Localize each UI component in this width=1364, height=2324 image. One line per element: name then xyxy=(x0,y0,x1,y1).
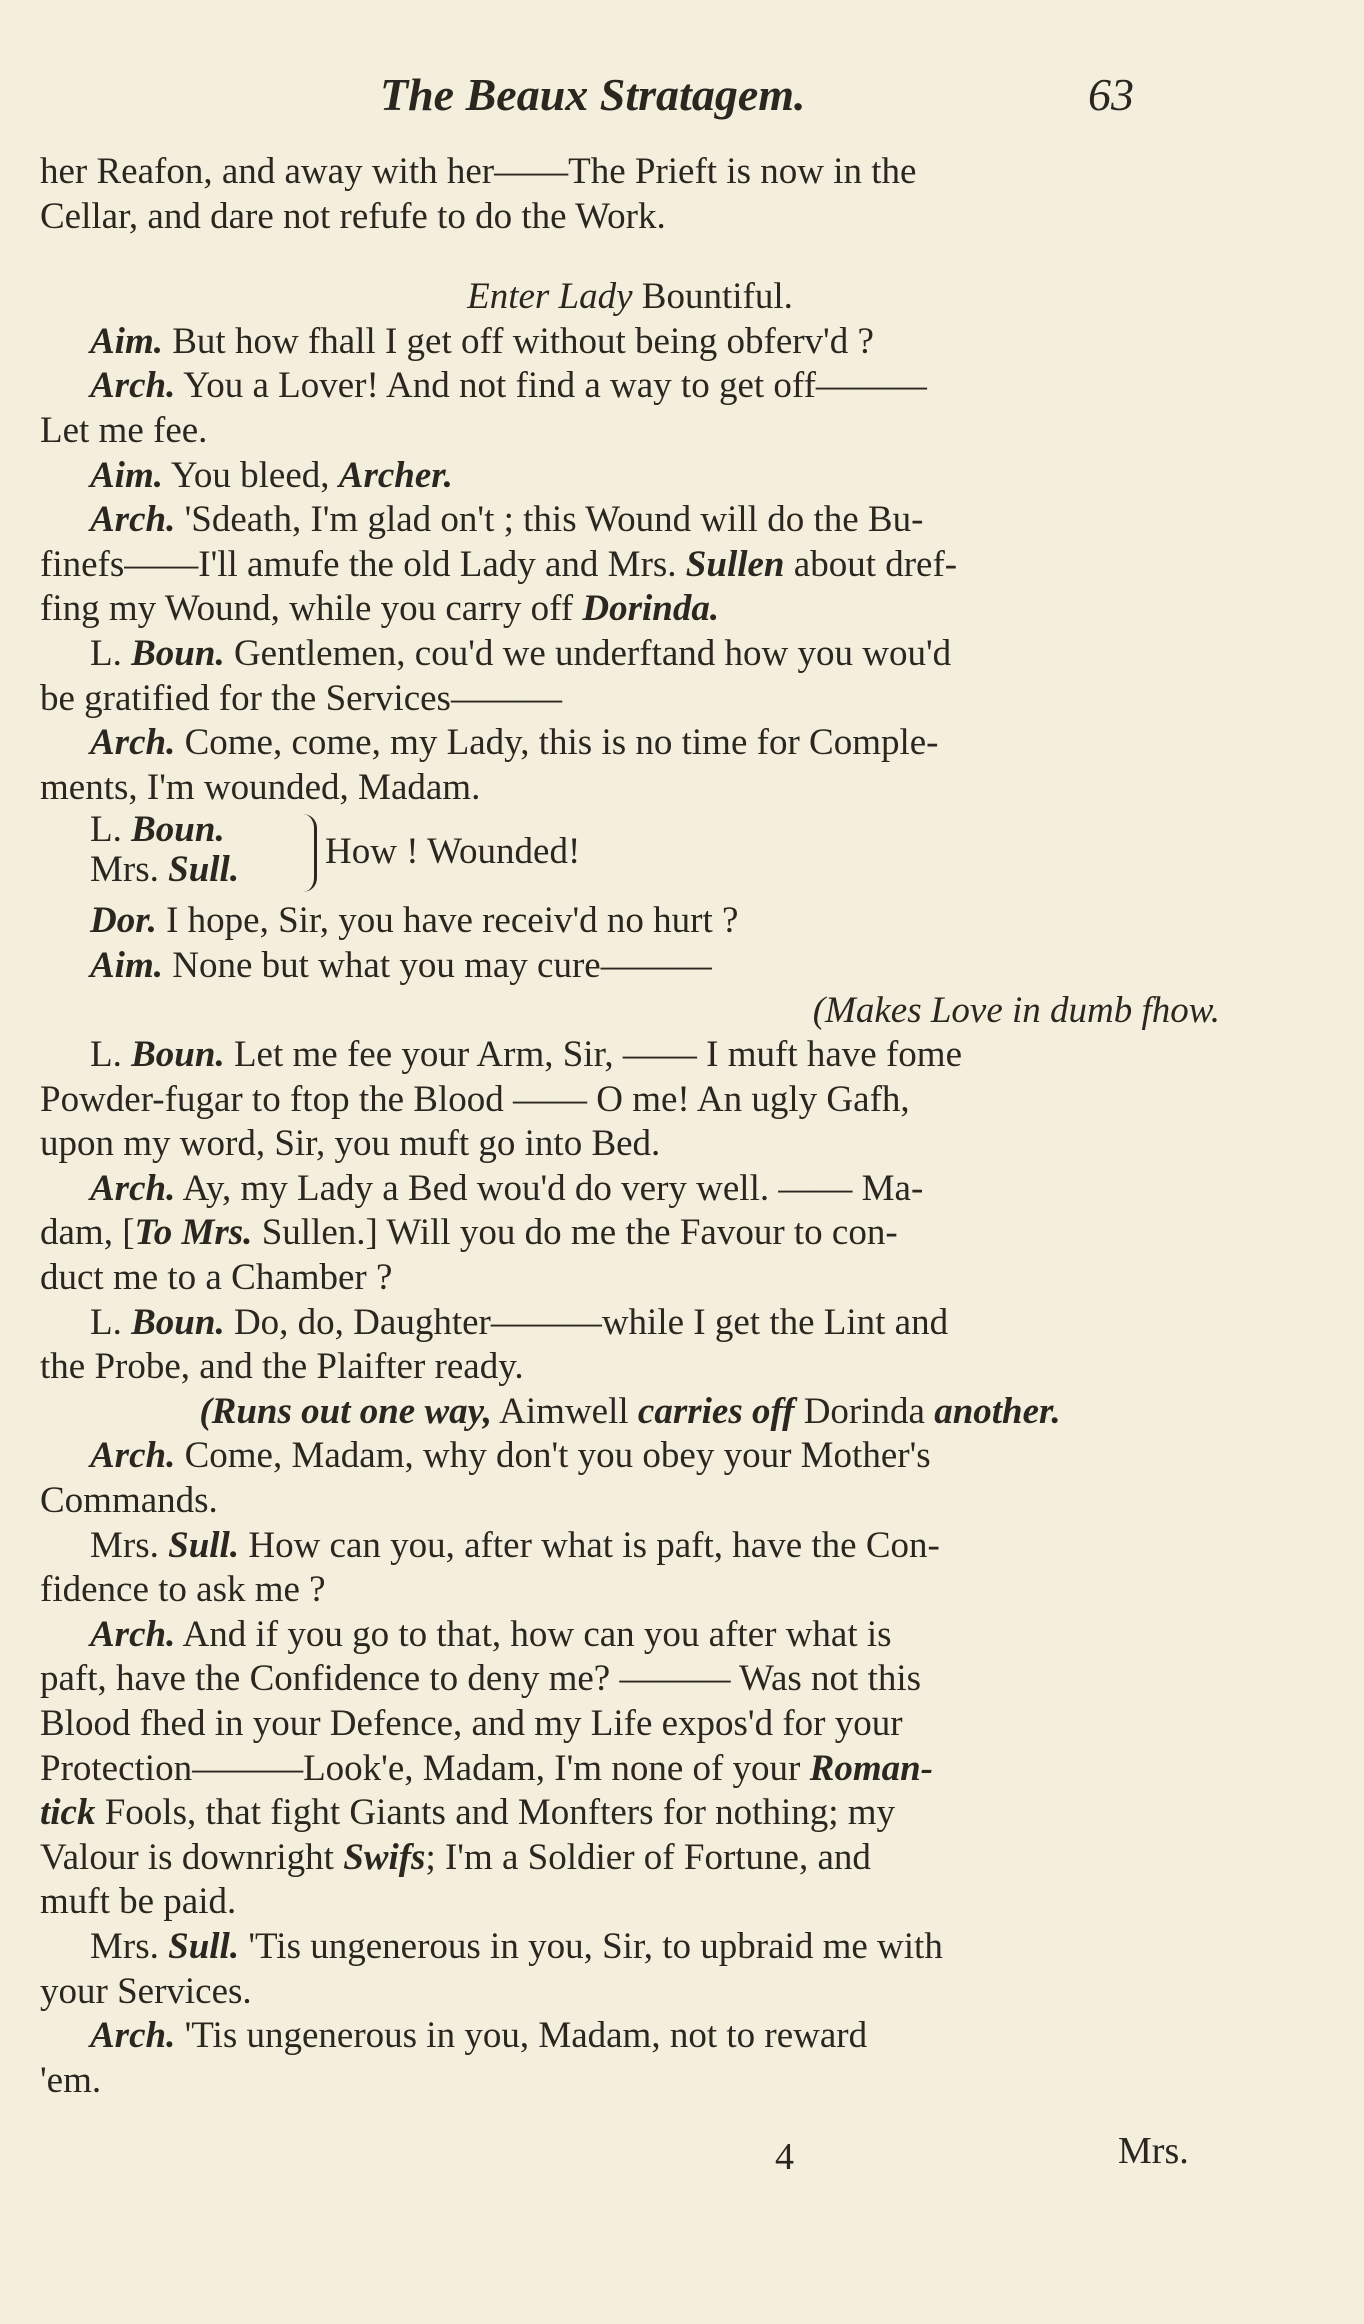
speaker: Arch. xyxy=(90,1613,176,1655)
speech-line: Aim. But how fhall I get off without being obferv'd ? xyxy=(90,320,874,362)
speaker: Aim. xyxy=(90,320,163,362)
text-line: Commands. xyxy=(40,1480,218,1522)
brace-icon xyxy=(300,814,317,892)
speech-line: L. Boun. Gentlemen, cou'd we underftand how you wou'd xyxy=(90,632,952,674)
speaker: Arch. xyxy=(90,722,176,764)
running-title: The Beaux Stratagem. xyxy=(380,69,806,120)
speaker: Arch. xyxy=(90,1435,176,1477)
stage-direction: (Makes Love in dumb fhow. xyxy=(812,989,1220,1031)
speech-line: Arch. And if you go to that, how can you after what is xyxy=(90,1613,892,1655)
text-line: be gratified for the Services——— xyxy=(40,677,562,719)
stage-direction: (Runs out one way, Aimwell carries off Dorinda another. xyxy=(199,1390,1061,1432)
speech-line: Arch. 'Sdeath, I'm glad on't ; this Wound will do the Bu- xyxy=(90,499,924,541)
speech-line: Arch. 'Tis ungenerous in you, Madam, not to reward xyxy=(90,2015,868,2057)
speaker: Boun. xyxy=(131,1034,225,1076)
speech-line: Mrs. Sull. How can you, after what is paft, have the Con- xyxy=(90,1524,940,1566)
speaker: Boun. xyxy=(131,632,225,674)
page-header xyxy=(0,68,1364,128)
speaker-group-line: Mrs. Sull. xyxy=(90,849,240,891)
speech-line: Aim. You bleed, Archer. xyxy=(90,454,453,496)
page-number: 63 xyxy=(1088,69,1134,120)
speech-line: L. Boun. Do, do, Daughter———while I get the Lint and xyxy=(90,1301,949,1343)
text-line: finefs——I'll amufe the old Lady and Mrs. Sullen about dref- xyxy=(40,543,958,585)
text-line: Blood fhed in your Defence, and my Life expos'd for your xyxy=(40,1703,903,1744)
text-line: upon my word, Sir, you muft go into Bed. xyxy=(40,1123,661,1165)
speech-line: Dor. I hope, Sir, you have receiv'd no hurt ? xyxy=(90,900,739,942)
speaker: Sull. xyxy=(168,1925,240,1967)
page-footer xyxy=(0,2130,1364,2195)
speech-line: L. Boun. Let me fee your Arm, Sir, —— I muft have fome xyxy=(90,1034,962,1076)
speech-line: Aim. None but what you may cure——— xyxy=(90,944,712,986)
text-line: duct me to a Chamber ? xyxy=(40,1257,393,1299)
text-line: the Probe, and the Plaifter ready. xyxy=(40,1346,524,1388)
speaker: Aim. xyxy=(90,454,163,496)
speaker-group-line: L. Boun. xyxy=(90,809,225,851)
text-line: your Services. xyxy=(40,1970,252,2012)
text-line: Let me fee. xyxy=(40,409,208,451)
speech-line: Arch. You a Lover! And not find a way to get off——— xyxy=(90,365,927,407)
stage-direction: Enter Lady Bountiful. xyxy=(467,276,793,318)
text-line: her Reafon, and away with her——The Prieft is now in the xyxy=(40,151,917,192)
speaker: Arch. xyxy=(90,499,176,541)
text-line: Cellar, and dare not refufe to do the Work. xyxy=(40,195,666,237)
speaker: Boun. xyxy=(131,809,225,851)
text-line: tick Fools, that fight Giants and Monfters for nothing; my xyxy=(40,1792,896,1834)
speaker: Sull. xyxy=(168,849,240,891)
speaker: Arch. xyxy=(90,2015,176,2057)
speaker: Arch. xyxy=(90,1167,176,1209)
shared-line: How ! Wounded! xyxy=(325,831,581,873)
speaker: Dor. xyxy=(90,900,157,942)
text-line: Powder-fugar to ftop the Blood —— O me! An ugly Gafh, xyxy=(40,1078,910,1120)
body-text xyxy=(40,150,1220,2103)
text-line: muft be paid. xyxy=(40,1881,237,1923)
speech-line: Arch. Ay, my Lady a Bed wou'd do very well. —— Ma- xyxy=(90,1167,924,1209)
speech-line: Arch. Come, come, my Lady, this is no time for Comple- xyxy=(90,722,939,764)
text-line: Protection———Look'e, Madam, I'm none of your Roman- xyxy=(40,1747,933,1789)
text-line: Valour is downright Swifs; I'm a Soldier of Fortune, and xyxy=(40,1836,871,1878)
text-line: fing my Wound, while you carry off Dorinda. xyxy=(40,588,720,630)
text-line: dam, [To Mrs. Sullen.] Will you do me the Favour to con- xyxy=(40,1212,898,1254)
speaker: Aim. xyxy=(90,944,163,986)
text-line: paft, have the Confidence to deny me? ——— Was not this xyxy=(40,1658,922,1700)
text-line: ments, I'm wounded, Madam. xyxy=(40,766,481,808)
speaker: Boun. xyxy=(131,1301,225,1343)
text-line: fidence to ask me ? xyxy=(40,1569,326,1611)
speech-line: Arch. Come, Madam, why don't you obey your Mother's xyxy=(90,1435,931,1477)
speaker: Sull. xyxy=(168,1524,240,1566)
text-line: 'em. xyxy=(40,2059,102,2101)
joint-speech xyxy=(40,810,1220,899)
speaker: Arch. xyxy=(90,365,176,407)
spacer xyxy=(40,239,1220,275)
catchword: Mrs. xyxy=(1118,2130,1189,2172)
signature-mark: 4 xyxy=(775,2136,794,2178)
speech-line: Mrs. Sull. 'Tis ungenerous in you, Sir, to upbraid me with xyxy=(90,1925,943,1967)
